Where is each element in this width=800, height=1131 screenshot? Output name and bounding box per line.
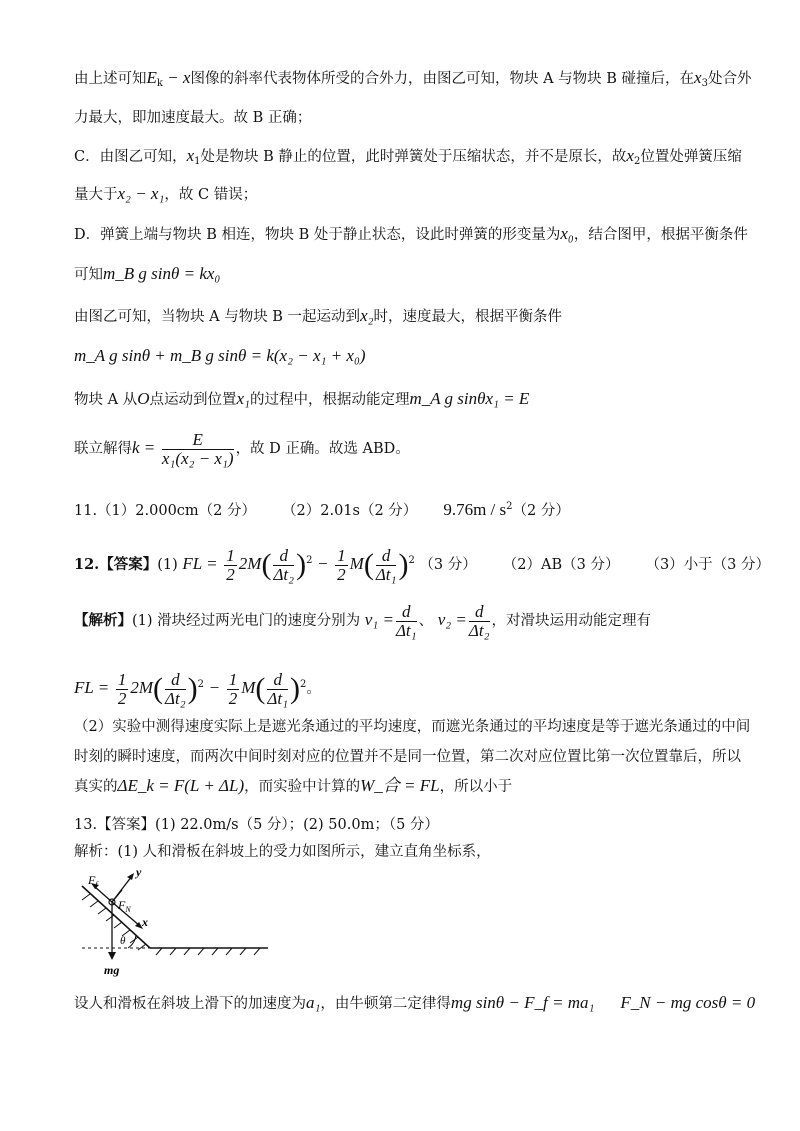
answer-11: 11.（1）2.000cm（2 分） （2）2.01s（2 分） $9.76m / s^2(2$ 分）: [74, 500, 570, 519]
analysis-line: 【解析】(1) 滑块经过两光电门的速度分别为 v₁ = $\frac{d}{\text{Δt₁}}$ 、 v₂ = $\frac{d}{\text{Δt₂}}$ ，对滑块运用动能定理有: [74, 601, 651, 640]
label-Ff: $F_f$: [88, 873, 98, 889]
text-line: 由上述可知$E_k - x$图像的斜率代表物体所受的合外力，由图乙可知，物块 A 与物块 B 碰撞后，在$x_3$处合外: [74, 68, 752, 89]
label-mg: mg: [104, 963, 120, 977]
answer-12: 12.【答案】(1) FL = $\frac{1}{2}$ 2M( $\frac{d}{\text{Δt₂}}$ )$^2$ − $\frac{1}{2}$ M( $\frac{d}{\text{Δt₁}}$ )$^2$ （3 分） （2）AB（3 分） （3）小于（3 分）: [74, 545, 771, 584]
fraction: $\frac{E}{\text{x₁(x₂ − x₁)}}$: [161, 429, 234, 468]
text-line: 力最大，即加速度最大。故 B 正确；: [74, 110, 312, 126]
text-line: D．弹簧上端与物块 B 相连，物块 B 处于静止状态，设此时弹簧的形变量为x₀，结合图甲，根据平衡条件: [74, 224, 748, 243]
gravity-arrowhead: [108, 952, 116, 960]
equation-line: 联立解得k = $\frac{E}{\text{x₁(x₂ − x₁)}}$ ，故 D 正确。故选 ABD。: [74, 429, 410, 468]
text-line: 由图乙可知，当物块 A 与物块 B 一起运动到x₂时，速度最大，根据平衡条件: [74, 306, 563, 325]
label-x: x: [142, 915, 148, 929]
label-y: y: [136, 865, 142, 879]
text-line: 真实的ΔE_k = F(L + ΔL)，而实验中计算的W_合 = FL，所以小于: [74, 776, 513, 795]
label-theta: θ: [120, 935, 126, 947]
y-arrowhead: [127, 873, 134, 880]
text-line: 解析：(1) 人和滑板在斜坡上的受力如图所示，建立直角坐标系，: [74, 844, 491, 860]
text-line: 量大于x₂ − x₁，故 C 错误；: [74, 184, 258, 203]
label-FN: $F_N$: [118, 898, 131, 914]
text-line: 物块 A 从O点运动到位置x₁的过程中，根据动能定理m_A g sinθx₁ = E: [74, 389, 530, 408]
text-line: 设人和滑板在斜坡上滑下的加速度为a₁，由牛顿第二定律得mg sinθ − F_f = ma₁ F_N − mg cosθ = 0: [74, 993, 756, 1012]
text-line: （2）实验中测得速度实际上是遮光条通过的平均速度，而遮光条通过的平均速度是等于遮光条通过的中间: [74, 719, 751, 735]
text-line: 时刻的瞬时速度，而两次中间时刻对应的位置并不是同一位置，第二次对应位置比第一次位置靠后，所以: [74, 749, 741, 765]
equation-line: FL = $\frac{1}{2}$ 2M( $\frac{d}{\text{Δt₂}}$ )$^2$ − $\frac{1}{2}$ M( $\frac{d}{\text{Δt₁}}$ )$^2$。: [74, 669, 321, 708]
equation-line: m_A g sinθ + m_B g sinθ = k(x₂ − x₁ + x₀): [74, 346, 366, 365]
answer-13: 13.【答案】(1) 22.0m/s（5 分）；(2) 50.0m；（5 分）: [74, 817, 439, 833]
equation-line: 可知m_B g sinθ = kx₀: [74, 264, 221, 283]
force-diagram: [72, 864, 272, 980]
incline-line: [82, 886, 150, 948]
text-line: C．由图乙可知，$x_1$处是物块 B 静止的位置，此时弹簧处于压缩状态，并不是原长，故$x_2$位置处弹簧压缩: [74, 146, 742, 167]
